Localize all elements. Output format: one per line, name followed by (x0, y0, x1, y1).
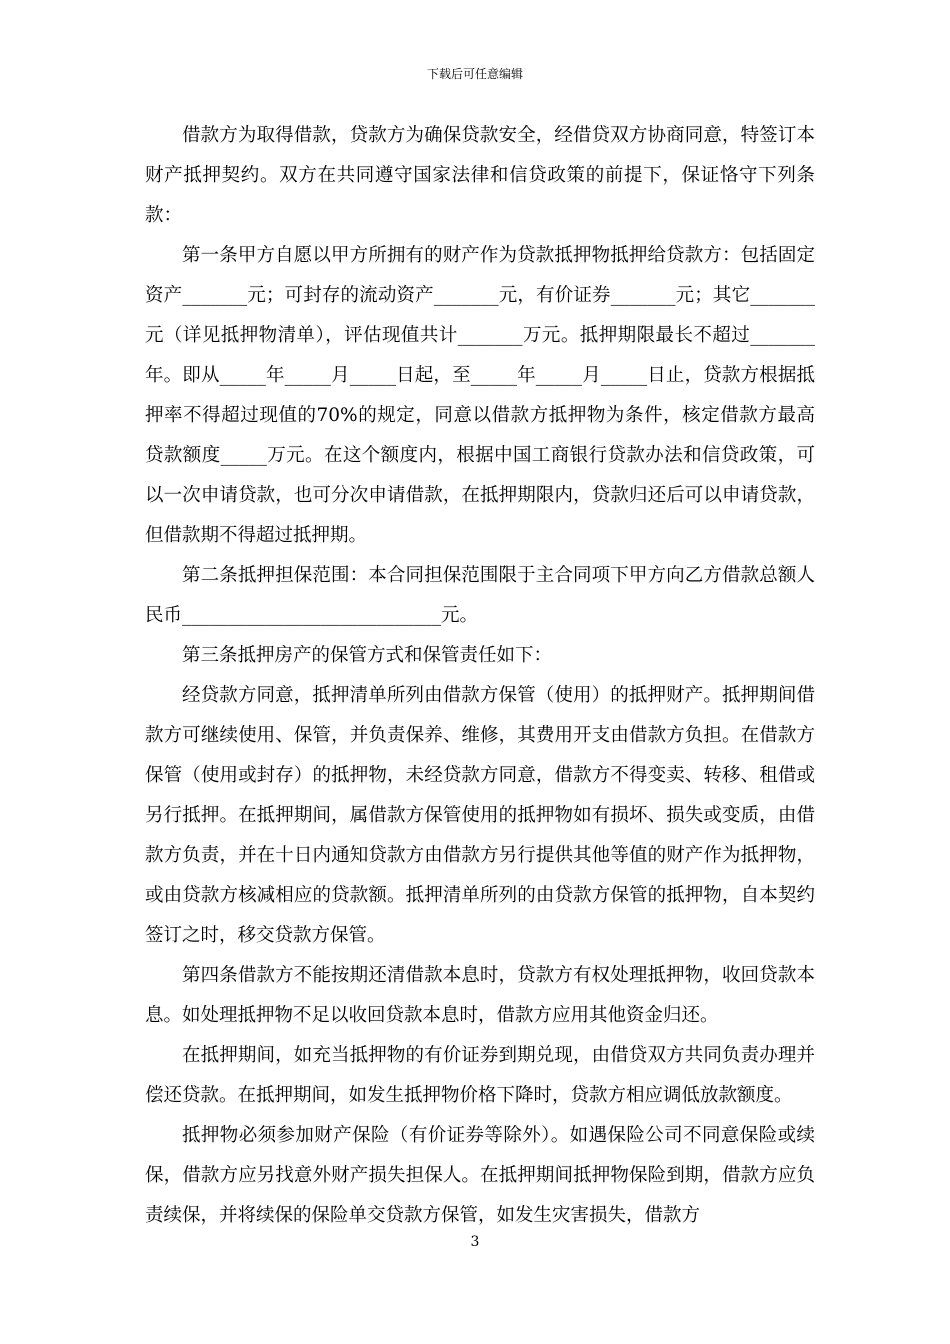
page-header: 下载后可任意编辑 (426, 67, 523, 81)
paragraph-intro: 借款方为取得借款，贷款方为确保贷款安全，经借贷双方协商同意，特签订本财产抵押契约。双方在共同遵守国家法律和信贷政策的前提下，保证恪守下列条款： (145, 125, 815, 226)
paragraph-article-2: 第二条抵押担保范围：本合同担保范围限于主合同项下甲方向乙方借款总额人民币____________________________元。 (145, 565, 815, 626)
paragraph-article-1: 第一条甲方自愿以甲方所拥有的财产作为贷款抵押物抵押给贷款方：包括固定资产_______元；可封存的流动资产_______元，有价证券_______元；其它_______元（详见抵押物清单），评估现值共计_______万元。抵押期限最长不超过_______年。即从_____年_____月_____日起，至_____年_____月_____日止，贷款方根据抵押率不得超过现值的70%的规定，同意以借款方抵押物为条件，核定借款方最高贷款额度_____万元。在这个额度内，根据中国工商银行贷款办法和信贷政策，可以一次申请贷款，也可分次申请借款，在抵押期限内，贷款归还后可以申请贷款，但借款期不得超过抵押期。 (145, 245, 815, 546)
paragraph-custody: 经贷款方同意，抵押清单所列由借款方保管（使用）的抵押财产。抵押期间借款方可继续使用、保管，并负责保养、维修，其费用开支由借款方负担。在借款方保管（使用或封存）的抵押物，未经贷款方同意，借款方不得变卖、转移、租借或另行抵押。在抵押期间，属借款方保管使用的抵押物如有损坏、损失或变质，由借款方负责，并在十日内通知贷款方由借款方另行提供其他等值的财产作为抵押物，或由贷款方核减相应的贷款额。抵押清单所列的由贷款方保管的抵押物，自本契约签订之时，移交贷款方保管。 (145, 685, 815, 946)
paragraph-article-4: 第四条借款方不能按期还清借款本息时，贷款方有权处理抵押物，收回贷款本息。如处理抵押物不足以收回贷款本息时，借款方应用其他资金归还。 (145, 965, 815, 1026)
paragraph-insurance: 抵押物必须参加财产保险（有价证券等除外）。如遇保险公司不同意保险或续保，借款方应另找意外财产损失担保人。在抵押期间抵押物保险到期，借款方应负责续保，并将续保的保险单交贷款方保管，如发生灾害损失，借款方 (145, 1125, 815, 1226)
paragraph-securities: 在抵押期间，如充当抵押物的有价证券到期兑现，由借贷双方共同负责办理并偿还贷款。在抵押期间，如发生抵押物价格下降时，贷款方相应调低放款额度。 (145, 1045, 815, 1106)
document-body (145, 116, 815, 1236)
page-number: 3 (470, 1234, 480, 1250)
paragraph-article-3: 第三条抵押房产的保管方式和保管责任如下： (182, 645, 553, 666)
